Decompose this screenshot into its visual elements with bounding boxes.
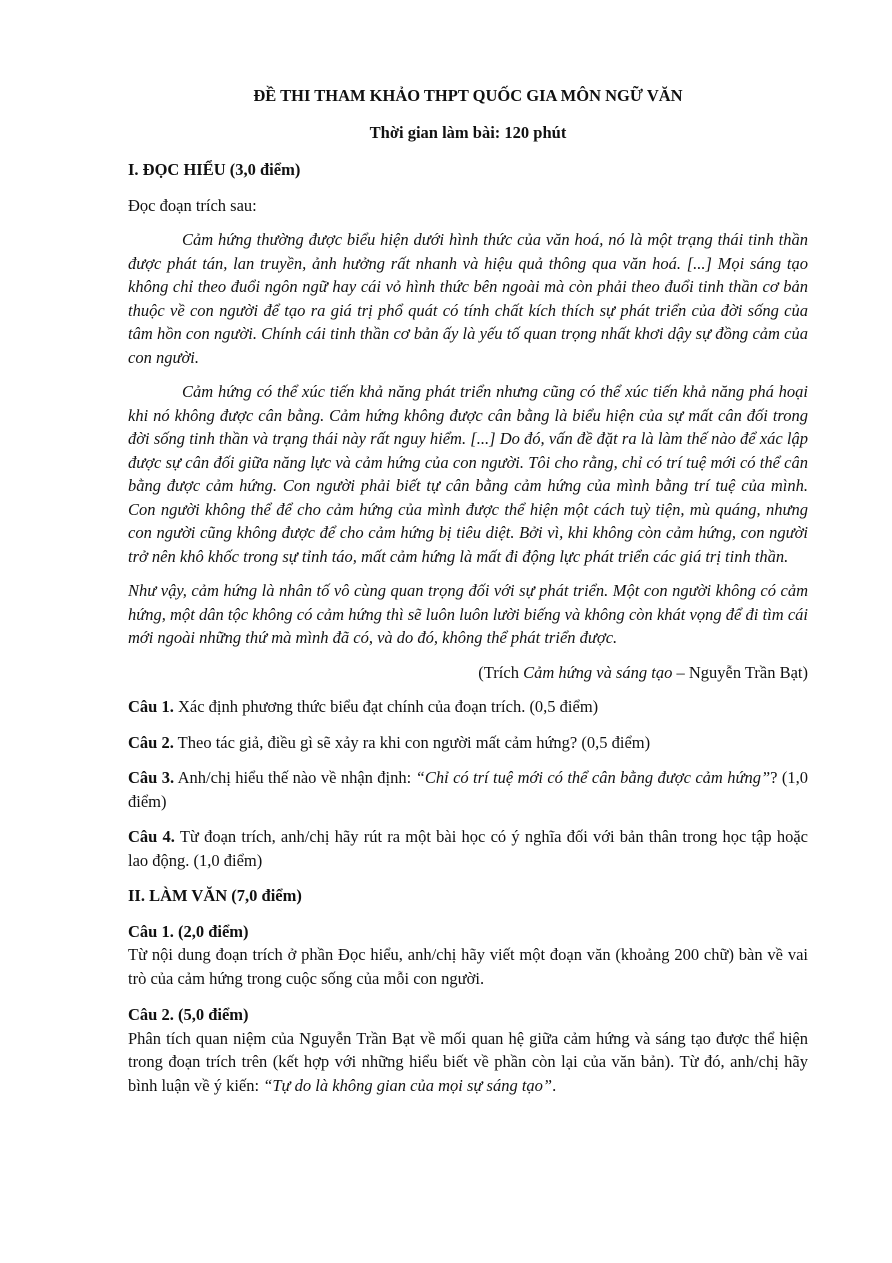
reading-question-1 [128,695,808,719]
passage-paragraph-1: Cảm hứng thường được biểu hiện dưới hình thức của văn hoá, nó là một trạng thái tinh thần được phát tán, lan truyền, ảnh hưởng rất nhanh và hiệu quả thông qua văn hoá. [...] Mọi sáng tạo không chỉ theo đuổi ngôn ngữ hay cái vỏ hình thức bên ngoài mà còn phải theo đuổi tinh thần cơ bản thuộc về con người để tạo ra giá trị phổ quát có tính chất kích thích sự phát triển của đời sống của tâm hồn con người. Chính cái tinh thần cơ bản ấy là yếu tố quan trọng nhất khơi dậy sự đồng cảm của con người. [128,230,808,367]
question-text: Anh/chị hiểu thế nào về nhận định: [174,768,416,787]
reading-section-heading: I. ĐỌC HIỂU (3,0 điểm) [128,160,301,179]
passage-source [128,661,808,685]
exam-duration: Thời gian làm bài: 120 phút [369,122,567,142]
question-points: ? (1,0 điểm) [128,768,809,811]
exam-page [128,84,808,1110]
question-text: Xác định phương thức biểu đạt chính của đoạn trích. (0,5 điểm) [173,697,599,716]
question-text: Từ đoạn trích, anh/chị hãy rút ra một bài học có ý nghĩa đối với bản thân trong học tập hoặc lao động. (1,0 điểm) [128,827,808,870]
question-text: Theo tác giả, điều gì sẽ xảy ra khi con người mất cảm hứng? (0,5 điểm) [173,732,651,752]
source-suffix: – Nguyễn Trần Bạt) [672,662,808,682]
reading-question-3 [128,766,808,813]
question-label: Câu 4. [128,827,175,846]
reading-question-4 [128,825,808,872]
passage-paragraph-3: Như vậy, cảm hứng là nhân tố vô cùng quan trọng đối với sự phát triển. Một con người không có cảm hứng, một dân tộc không có cảm hứng thì sẽ luôn luôn lười biếng và không còn khát vọng để đi tìm cái mới ngoài những thứ mà mình đã có, và do đó, không thể phát triển được. [128,581,808,647]
reading-intro: Đọc đoạn trích sau: [128,195,257,215]
writing-section-heading: II. LÀM VĂN (7,0 điểm) [128,886,302,905]
task-quote: “Tự do là không gian của mọi sự sáng tạo” [263,1075,553,1095]
question-label: Câu 3. [128,768,175,787]
writing-task-1-label: Câu 1. (2,0 điểm) [128,921,249,941]
exam-title: ĐỀ THI THAM KHẢO THPT QUỐC GIA MÔN NGỮ VĂN [253,86,683,105]
reading-question-2 [128,731,808,755]
writing-task-2-label: Câu 2. (5,0 điểm) [128,1005,249,1024]
source-work-title: Cảm hứng và sáng tạo [523,662,673,682]
question-label: Câu 1. [128,697,174,716]
task-text: Phân tích quan niệm của Nguyễn Trần Bạt về mối quan hệ giữa cảm hứng và sáng tạo được thể hiện trong đoạn trích trên (kết hợp với những hiểu biết về phần còn lại của văn bản). Từ đó, anh/chị hãy bình luận về ý kiến: [128,1028,808,1095]
passage-paragraph-2: Cảm hứng có thể xúc tiến khả năng phát triển nhưng cũng có thể xúc tiến khả năng phá hoại khi nó không được cân bằng. Cảm hứng không được cân bằng là biểu hiện của sự mất cân đối trong đời sống tinh thần và trạng thái này rất nguy hiểm. [...] Do đó, vấn đề đặt ra là làm thế nào để xác lập được sự cân đối giữa năng lực và cảm hứng của con người. Tôi cho rằng, chỉ có trí tuệ mới có thể cân bằng được cảm hứng. Con người phải biết tự cân bằng cảm hứng của mình bằng trí tuệ của mình. Con người không thể để cho cảm hứng của mình được thể hiện một cách tuỳ tiện, mù quáng, nhưng con người cũng không được để cho cảm hứng bị tiêu diệt. Bởi vì, khi không còn cảm hứng, con người trở nên khô khốc trong sự tỉnh táo, mất cảm hứng là mất đi động lực phát triển các giá trị tinh thần. [128,382,808,566]
writing-task-1-text: Từ nội dung đoạn trích ở phần Đọc hiểu, anh/chị hãy viết một đoạn văn (khoảng 200 chữ) bàn về vai trò của cảm hứng trong cuộc sống của mỗi con người. [128,945,808,988]
question-label: Câu 2. [128,732,174,752]
question-quote: “Chỉ có trí tuệ mới có thể cân bằng được cảm hứng” [415,768,771,787]
task-end: . [552,1075,557,1095]
writing-task-2-text [128,1027,808,1098]
source-prefix: (Trích [478,662,524,682]
